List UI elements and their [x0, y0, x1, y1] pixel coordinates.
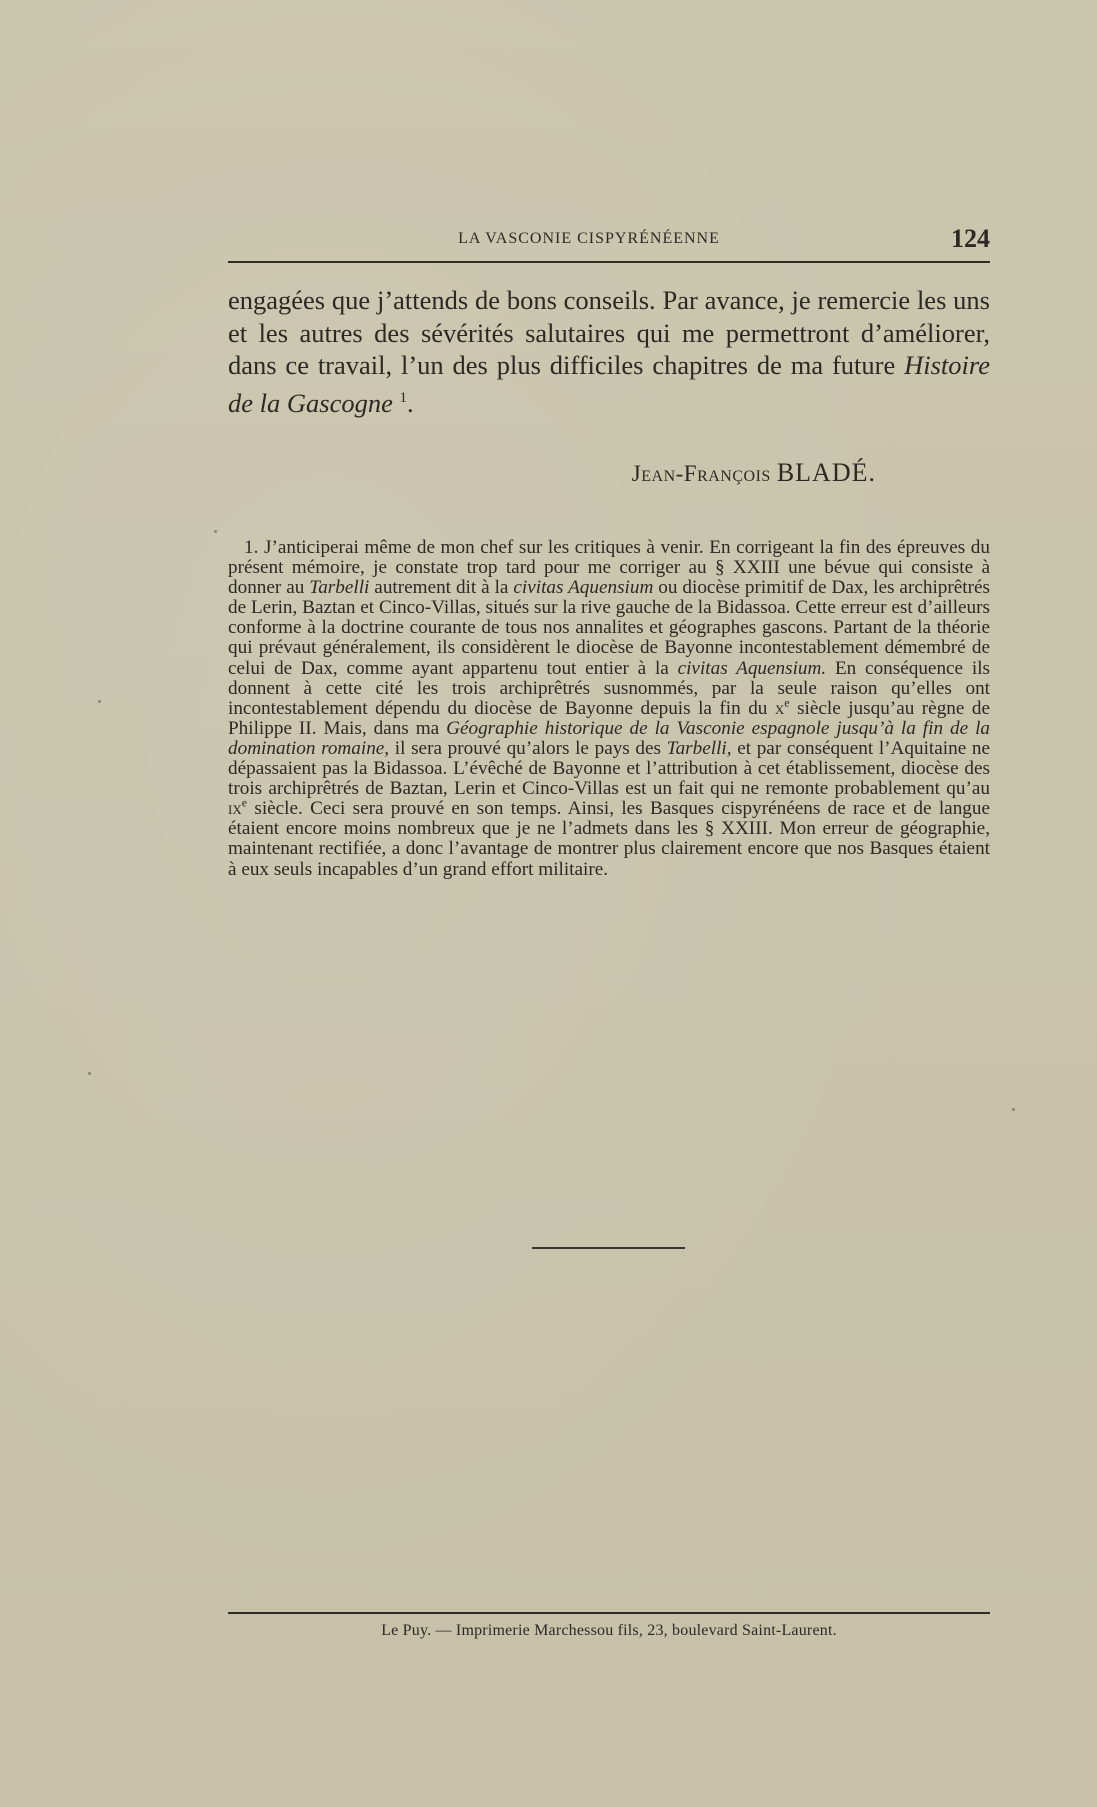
footnote-text: J’anticiperai même de mon chef sur les critiques à venir. En corrigeant la fin des épreuves du présent mémoire, je constate trop tard pour me corriger au § XXIII une bévue qui consiste à donner au: [228, 537, 990, 599]
footnote-italic: Géographie historique de la Vasconie espagnole jusqu’à la fin de la domination romaine,: [228, 717, 990, 759]
footnote-italic: Tarbelli: [309, 577, 370, 599]
footnote-italic: Tarbelli,: [666, 737, 732, 759]
paper-speck: [1012, 1108, 1015, 1111]
paper-speck: [98, 700, 101, 703]
footnote-text: En conséquence ils donnent à cette cité les trois archiprêtrés susnommés, par la seule raison qu’elles ont incontestablement dépendu du diocèse de Bayonne depuis la fin du: [228, 657, 990, 719]
body-text-start: engagées que j’attends de bons conseils. Par avance, je remercie les uns et les autres des sévérités salutaires qui me permettront d’améliorer, dans ce travail, l’un des plus difficiles chapitres de ma future: [228, 285, 990, 380]
footnote-text: ou diocèse primitif de Dax, les archiprêtrés de Lerin, Baztan et Cinco-Villas, situés sur la rive gauche de la Bidassoa. Cette erreur est d’ailleurs conforme à la doctrine courante de tous nos annalites et géographes gascons. Partant de la théorie qui prévaut généralement, ils considèrent le diocèse de Bayonne incontestablement démembré de celui de Dax, comme ayant appartenu tout entier à la: [228, 577, 990, 679]
footnote-text: et par conséquent l’Aquitaine ne dépassaient pas la Bidassoa. L’évêché de Bayonne et l’attribution à cet établissement, diocèse des trois archiprêtrés de Baztan, Lerin et Cinco-Villas est un fait qui ne remonte probablement qu’au: [228, 737, 990, 800]
book-title: Histoire de la Gascogne: [228, 350, 990, 418]
header-rule: [228, 261, 990, 263]
imprint-rule: [228, 1612, 990, 1614]
footnote-text: siècle jusqu’au règne de Philippe II. Mais, dans ma: [228, 697, 990, 739]
signature-surname: BLADÉ.: [776, 458, 876, 487]
footnote-reference: 1: [399, 389, 407, 406]
footnote-superscript: e: [241, 795, 248, 810]
footnote: [228, 538, 990, 880]
running-head: [228, 224, 990, 254]
body-paragraph: [228, 284, 990, 419]
footnote-text: il sera prouvé qu’alors le pays des: [389, 737, 667, 759]
signature-first-names: Jean-François: [631, 461, 771, 486]
footnote-text: autrement dit à la: [369, 577, 514, 599]
footnote-text: siècle. Ceci sera prouvé en son temps. Ainsi, les Basques cispyrénéens de race et de langue étaient encore moins nombreux que je ne l’admets dans les § XXIII. Mon erreur de géographie, maintenant rectifiée, a donc l’avantage de montrer plus clairement encore que nos Basques étaient à eux seuls incapables d’un grand effort militaire.: [228, 798, 990, 880]
paper-speck: [214, 530, 217, 533]
running-title: LA VASCONIE CISPYRÉNÉENNE: [458, 230, 720, 247]
footnote-italic: civitas Aquensium.: [677, 657, 827, 679]
printer-imprint: Le Puy. — Imprimerie Marchessou fils, 23, boulevard Saint-Laurent.: [381, 1622, 837, 1639]
body-text-end: .: [406, 387, 414, 418]
footnote-number: 1.: [244, 537, 259, 558]
footnote-italic: civitas Aquensium: [513, 577, 654, 599]
footnote-century: ix: [228, 798, 242, 820]
paper-speck: [88, 1072, 91, 1075]
page-number: 124: [951, 224, 990, 253]
footnote-superscript: e: [784, 695, 790, 710]
footnote-century: x: [774, 697, 785, 719]
end-rule: [532, 1247, 685, 1249]
author-signature: [228, 458, 876, 488]
